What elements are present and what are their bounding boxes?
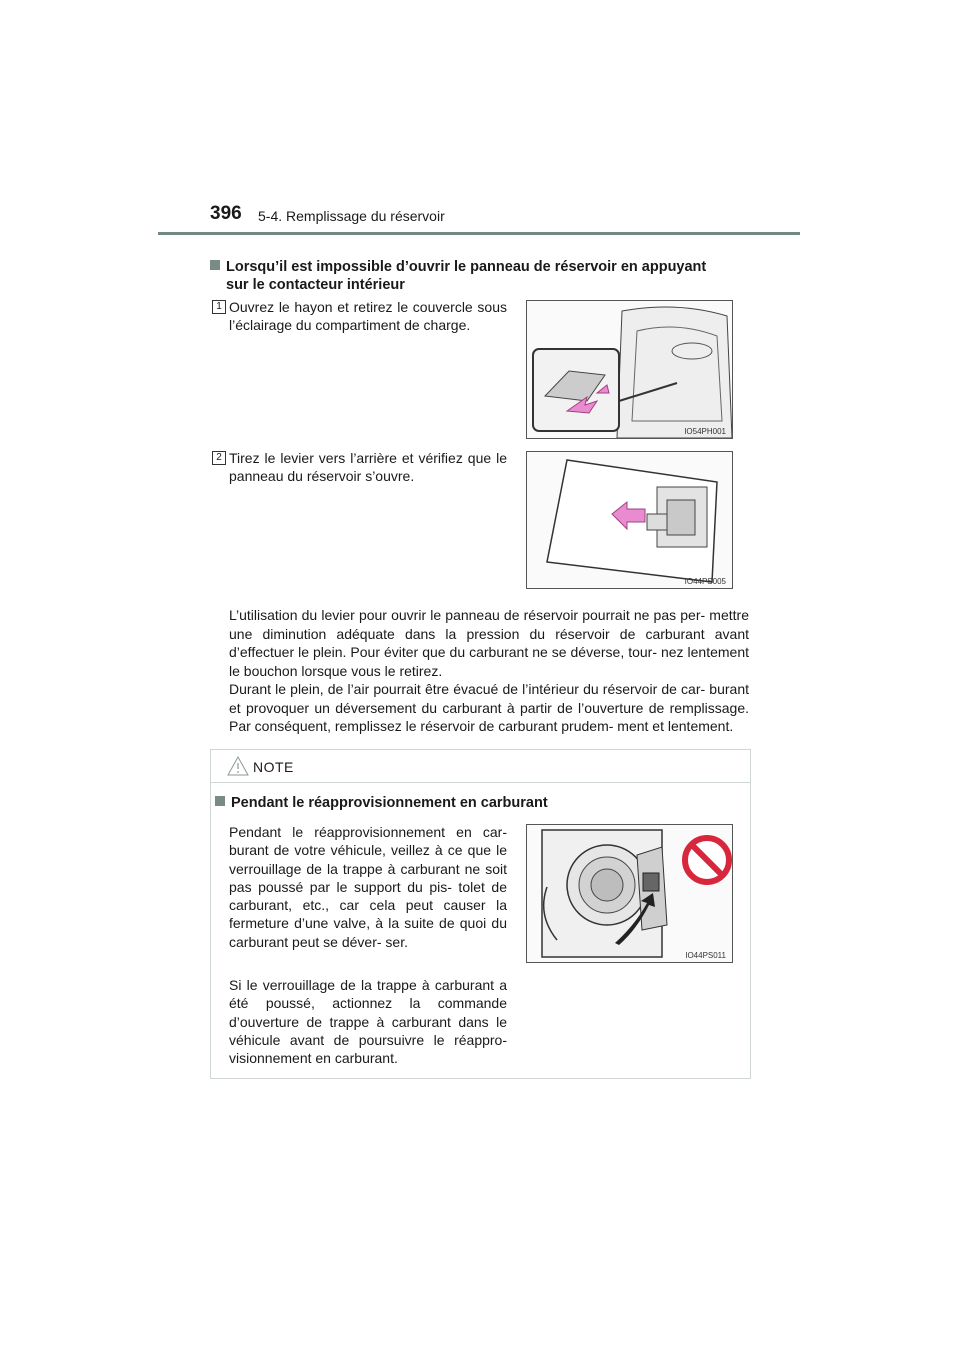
figure-code: IO44PS011 bbox=[685, 951, 726, 960]
figure-lever bbox=[526, 451, 733, 589]
header-divider bbox=[158, 232, 800, 235]
figure-fuel-lid-prohibited bbox=[526, 824, 733, 963]
step-text-2: Tirez le levier vers l’arrière et vérifiez que le panneau du réservoir s’ouvre. bbox=[229, 450, 507, 484]
figure-code: IO54PH001 bbox=[684, 427, 726, 436]
bullet-square-icon bbox=[210, 260, 220, 270]
page-number: 396 bbox=[210, 203, 242, 224]
bullet-square-icon bbox=[215, 796, 225, 806]
step-text-1: Ouvrez le hayon et retirez le couvercle sous l’éclairage du compartiment de charge. bbox=[229, 299, 507, 333]
note-heading: Pendant le réapprovisionnement en carburant bbox=[215, 795, 548, 811]
note-label: NOTE bbox=[253, 759, 294, 775]
fuel-lid-lever-illustration bbox=[527, 452, 732, 588]
fuel-filler-illustration bbox=[527, 825, 732, 962]
paragraph-2: Durant le plein, de l’air pourrait être évacué de l’intérieur du réservoir de car- burant et provoquer un déversement du carburant à partir de l’ouverture de remplissage. Par conséquent, remplissez le réservoir de carburant prudem- ment et lentement. bbox=[229, 681, 749, 734]
paragraph-1: L’utilisation du levier pour ouvrir le panneau de réservoir pourrait ne pas per- mettre une diminution adéquate dans la pression du réservoir de carburant avant d’effectuer le plein. Pour éviter que du carburant ne se déverse, tour- nez lentement le bouchon lorsque vous le retirez. bbox=[229, 607, 749, 679]
step-number-2: 2 bbox=[212, 451, 226, 465]
warning-triangle-icon bbox=[227, 756, 249, 776]
figure-code: IO44PS005 bbox=[684, 577, 726, 586]
section-title: 5-4. Remplissage du réservoir bbox=[258, 208, 445, 224]
body-paragraph bbox=[229, 606, 749, 736]
note-divider bbox=[211, 782, 750, 783]
figure-cargo-cover bbox=[526, 300, 733, 439]
cargo-compartment-illustration bbox=[527, 301, 732, 438]
subsection-heading: Lorsqu’il est impossible d’ouvrir le panneau de réservoir en appuyant sur le contacteur intérieur bbox=[210, 258, 750, 294]
note-text-2: Si le verrouillage de la trappe à carburant a été poussé, actionnez la commande d’ouverture de trappe à carburant dans le véhicule avant de poursuivre le réappro- visionnement en carburant. bbox=[229, 977, 507, 1067]
note-text-1: Pendant le réapprovisionnement en car- burant de votre véhicule, veillez à ce que le verrouillage de la trappe à carburant ne soit pas poussé par le support du pis- tolet de carburant, etc., car cela peut causer la fermeture d’une valve, à la suite de quoi du carburant peut se déver- ser. bbox=[229, 824, 507, 950]
step-number-1: 1 bbox=[212, 300, 226, 314]
